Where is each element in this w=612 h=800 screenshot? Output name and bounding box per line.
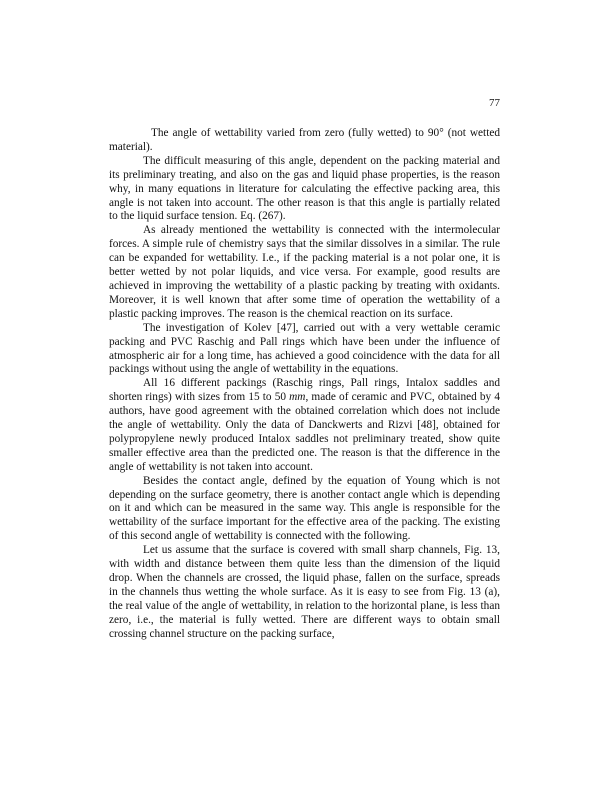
- unit-mm: mm: [289, 391, 306, 404]
- paragraph-kolev-investigation: The investigation of Kolev [47], carried out with a very wettable ceramic packing and PVC Raschig and Pall rings which have been under the influence of atmospheric air for a long time, has achieved a good coincidence with the data for all packings without using the angle of wettability in the equations.: [109, 321, 500, 376]
- paragraph-packing-sizes: [109, 377, 500, 474]
- packing-sizes-text-after: , made of ceramic and PVC, obtained by 4 authors, have good agreement with the obtained correlation which does not include the angle of wettability. Only the data of Danckwerts and Rizvi [48], obtained for polypropylene newly produced Intalox saddles not preliminary treated, show quite smaller effective area than the predicted one. The reason is that the difference in the angle of wettability is not taken into account.: [109, 391, 500, 473]
- paragraph-surface-channels: Let us assume that the surface is covered with small sharp channels, Fig. 13, with width and distance between them quite less than the dimension of the liquid drop. When the channels are crossed, the liquid phase, fallen on the surface, spreads in the channels thus wetting the whole surface. As it is easy to see from Fig. 13 (a), the real value of the angle of wettability, in relation to the horizontal plane, is less than zero, i.e., the material is fully wetted. There are different ways to obtain small crossing channel structure on the packing surface,: [109, 544, 500, 640]
- body-text: [109, 127, 500, 642]
- paragraph-wettability-range: The angle of wettability varied from zero (fully wetted) to 90° (not wetted material).: [109, 127, 500, 153]
- paragraph-intermolecular-forces: As already mentioned the wettability is connected with the intermolecular forces. A simple rule of chemistry says that the similar dissolves in a similar. The rule can be expanded for wettability. I.e., if the packing material is a not polar one, it is better wetted by not polar liquids, and vice versa. For example, good results are achieved in improving the wettability of a plastic packing by treating with oxidants. Moreover, it is well known that after some time of operation the wettability of a plastic packing improves. The reason is the chemical reaction on its surface.: [109, 224, 500, 320]
- paragraph-contact-angle: Besides the contact angle, defined by the equation of Young which is not depending on the surface geometry, there is another contact angle which is depending on it and which can be measured in the same way. This angle is responsible for the wettability of the surface important for the effective area of the packing. The existing of this second angle of wettability is connected with the following.: [109, 474, 500, 543]
- packing-sizes-text-before: All 16 different packings (Raschig rings, Pall rings, Intalox saddles and shorten rings) with sizes from 15 to 50: [109, 377, 500, 404]
- paragraph-measuring-difficulty: The difficult measuring of this angle, dependent on the packing material and its preliminary treating, and also on the gas and liquid phase properties, is the reason why, in many equations in literature for calculating the effective packing area, this angle is not taken into account. The other reason is that this angle is partially related to the liquid surface tension. Eq. (267).: [109, 154, 500, 223]
- page-number: 77: [489, 97, 500, 109]
